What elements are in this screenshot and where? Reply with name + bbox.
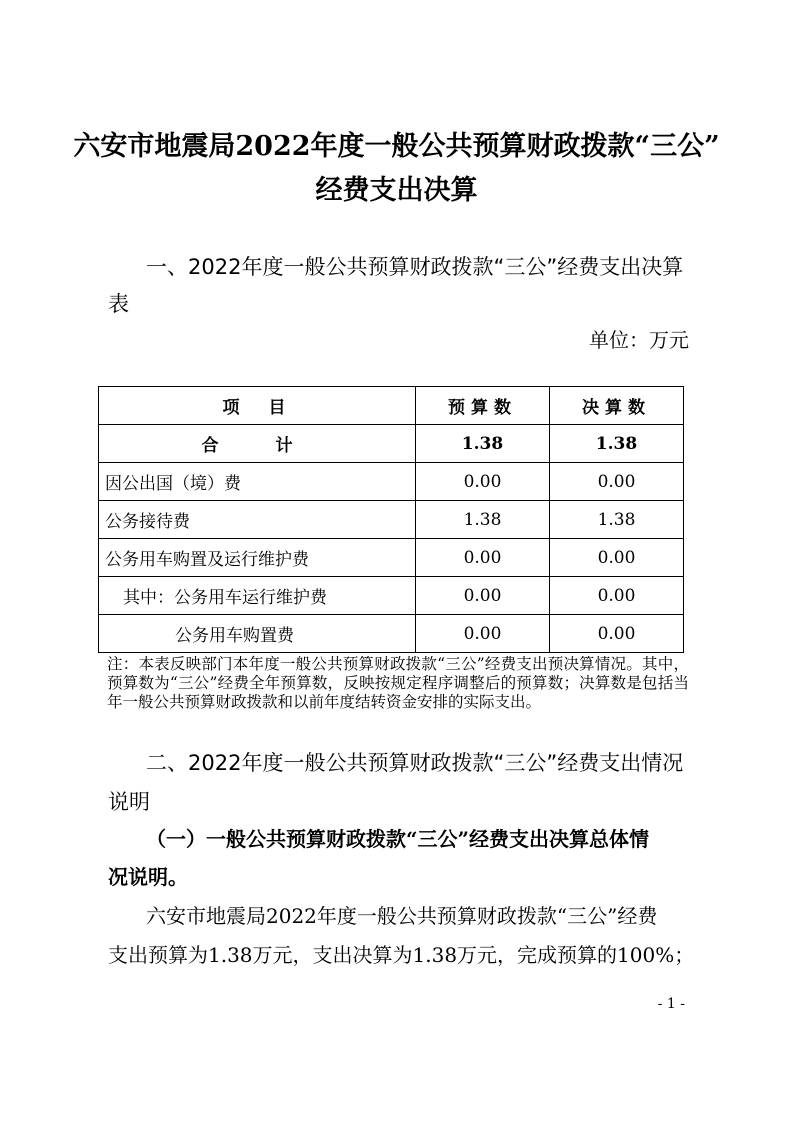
table-row <box>99 539 684 577</box>
header-actual: 决算数 <box>550 387 684 425</box>
paragraph-line2: 支出预算为1.38万元，支出决算为1.38万元，完成预算的100%； <box>108 943 695 967</box>
row-name: 因公出国（境）费 <box>99 463 416 501</box>
row-budget: 0.00 <box>416 539 550 577</box>
table-row <box>99 463 684 501</box>
row-name: 公务接待费 <box>99 501 416 539</box>
section1-heading-line1: 一、2022年度一般公共预算财政拨款“三公”经费支出决算 <box>146 255 684 279</box>
table-note: 注：本表反映部门本年度一般公共预算财政拨款“三公”经费支出预决算情况。其中，预算数为“三公”经费全年预算数，反映按规定程序调整后的预算数；决算数是包括当年一般公共预算财政拨款和以前年度结转资金安排的实际支出。 <box>107 655 689 711</box>
table-row-total <box>99 425 684 463</box>
row-actual: 0.00 <box>550 463 684 501</box>
row-name: 合 计 <box>99 425 416 463</box>
page-number: - 1 - <box>657 996 685 1012</box>
row-budget: 0.00 <box>416 615 550 653</box>
row-name: 公务用车购置及运行维护费 <box>99 539 416 577</box>
section2-heading-line2: 说明 <box>108 790 150 814</box>
unit-label: 单位：万元 <box>589 328 689 352</box>
header-budget: 预算数 <box>416 387 550 425</box>
document-title-line1: 六安市地震局2022年度一般公共预算财政拨款“三公” <box>73 131 720 162</box>
budget-table <box>98 386 684 653</box>
row-name: 其中：公务用车运行维护费 <box>99 577 416 615</box>
row-actual: 0.00 <box>550 615 684 653</box>
row-budget: 1.38 <box>416 501 550 539</box>
row-budget: 0.00 <box>416 463 550 501</box>
row-budget: 1.38 <box>416 425 550 463</box>
row-actual: 1.38 <box>550 501 684 539</box>
row-actual: 0.00 <box>550 577 684 615</box>
paragraph-line1: 六安市地震局2022年度一般公共预算财政拨款“三公”经费 <box>146 904 658 928</box>
table-header-row <box>99 387 684 425</box>
row-name: 公务用车购置费 <box>99 615 416 653</box>
row-budget: 0.00 <box>416 577 550 615</box>
row-actual: 1.38 <box>550 425 684 463</box>
table-row <box>99 615 684 653</box>
table-row <box>99 577 684 615</box>
section1-heading-line2: 表 <box>108 292 129 316</box>
section2-heading-line1: 二、2022年度一般公共预算财政拨款“三公”经费支出情况 <box>146 751 684 775</box>
document-title-line2: 经费支出决算 <box>315 175 478 206</box>
subsection-heading-line1: （一）一般公共预算财政拨款“三公”经费支出决算总体情 <box>146 827 650 851</box>
subsection-heading-line2: 况说明。 <box>108 865 188 889</box>
header-item: 项 目 <box>99 387 416 425</box>
table-row <box>99 501 684 539</box>
row-actual: 0.00 <box>550 539 684 577</box>
